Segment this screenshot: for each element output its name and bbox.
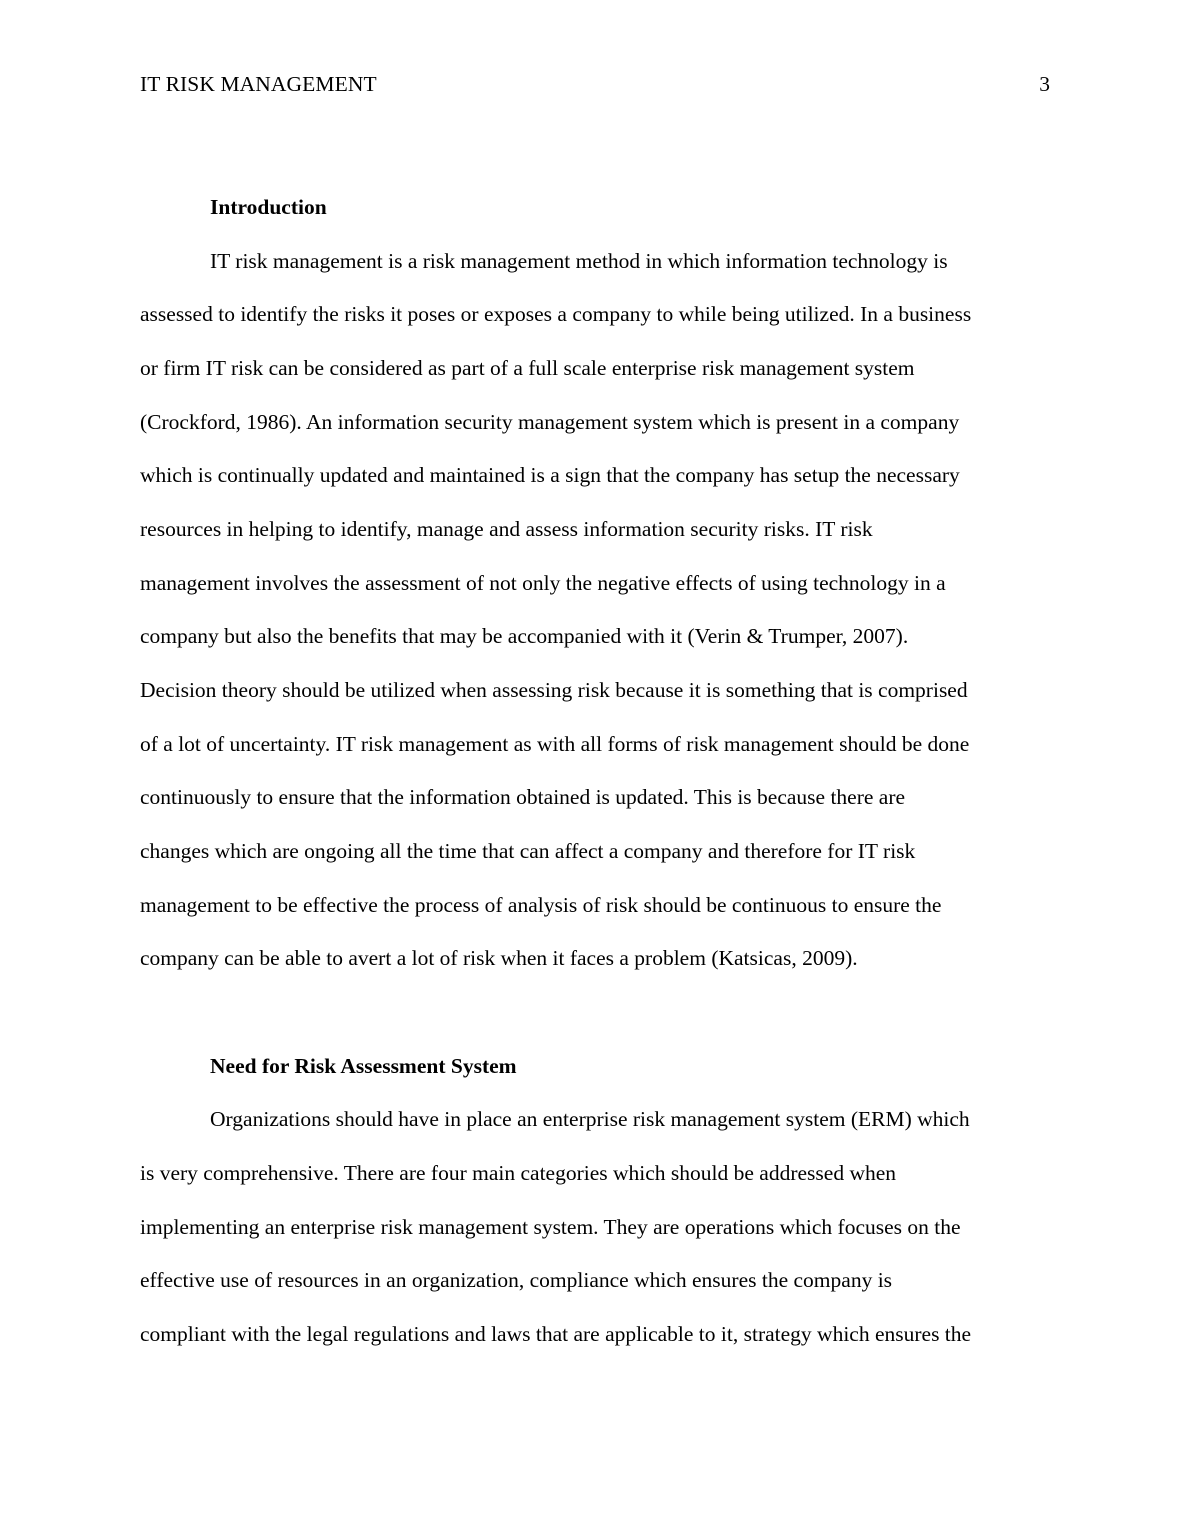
paragraph-line: resources in helping to identify, manage and assess information security risks. IT risk: [140, 517, 873, 541]
paragraph-line: management to be effective the process of analysis of risk should be continuous to ensure the: [140, 893, 942, 917]
paragraph-line: effective use of resources in an organization, compliance which ensures the company is: [140, 1268, 893, 1292]
paragraph-line: or firm IT risk can be considered as part of a full scale enterprise risk management system: [140, 356, 915, 380]
paragraph-line: compliant with the legal regulations and laws that are applicable to it, strategy which ensures the: [140, 1322, 972, 1346]
section-heading-introduction: Introduction: [210, 195, 327, 219]
paragraph-line: management involves the assessment of not only the negative effects of using technology in a: [140, 571, 946, 595]
paragraph-line: is very comprehensive. There are four main categories which should be addressed when: [140, 1161, 897, 1185]
paragraph-line: Organizations should have in place an enterprise risk management system (ERM) which: [210, 1107, 970, 1131]
paragraph-line: of a lot of uncertainty. IT risk management as with all forms of risk management should be done: [140, 732, 970, 756]
section-heading-need-for-risk-assessment: Need for Risk Assessment System: [210, 1054, 517, 1078]
paragraph-line: changes which are ongoing all the time that can affect a company and therefore for IT risk: [140, 839, 916, 863]
page-number: 3: [1039, 72, 1050, 96]
paragraph-line: which is continually updated and maintained is a sign that the company has setup the necessary: [140, 463, 960, 487]
running-head: IT RISK MANAGEMENT: [140, 72, 377, 96]
paragraph-line: company can be able to avert a lot of risk when it faces a problem (Katsicas, 2009).: [140, 946, 858, 970]
paragraph-line: company but also the benefits that may be accompanied with it (Verin & Trumper, 2007).: [140, 624, 909, 648]
paragraph-line: (Crockford, 1986). An information security management system which is present in a company: [140, 410, 960, 434]
paragraph-line: implementing an enterprise risk management system. They are operations which focuses on the: [140, 1215, 961, 1239]
paragraph-line: IT risk management is a risk management method in which information technology is: [210, 249, 948, 273]
paragraph-line: continuously to ensure that the information obtained is updated. This is because there are: [140, 785, 906, 809]
paragraph-line: Decision theory should be utilized when assessing risk because it is something that is comprised: [140, 678, 968, 702]
paragraph-line: assessed to identify the risks it poses or exposes a company to while being utilized. In a business: [140, 302, 972, 326]
